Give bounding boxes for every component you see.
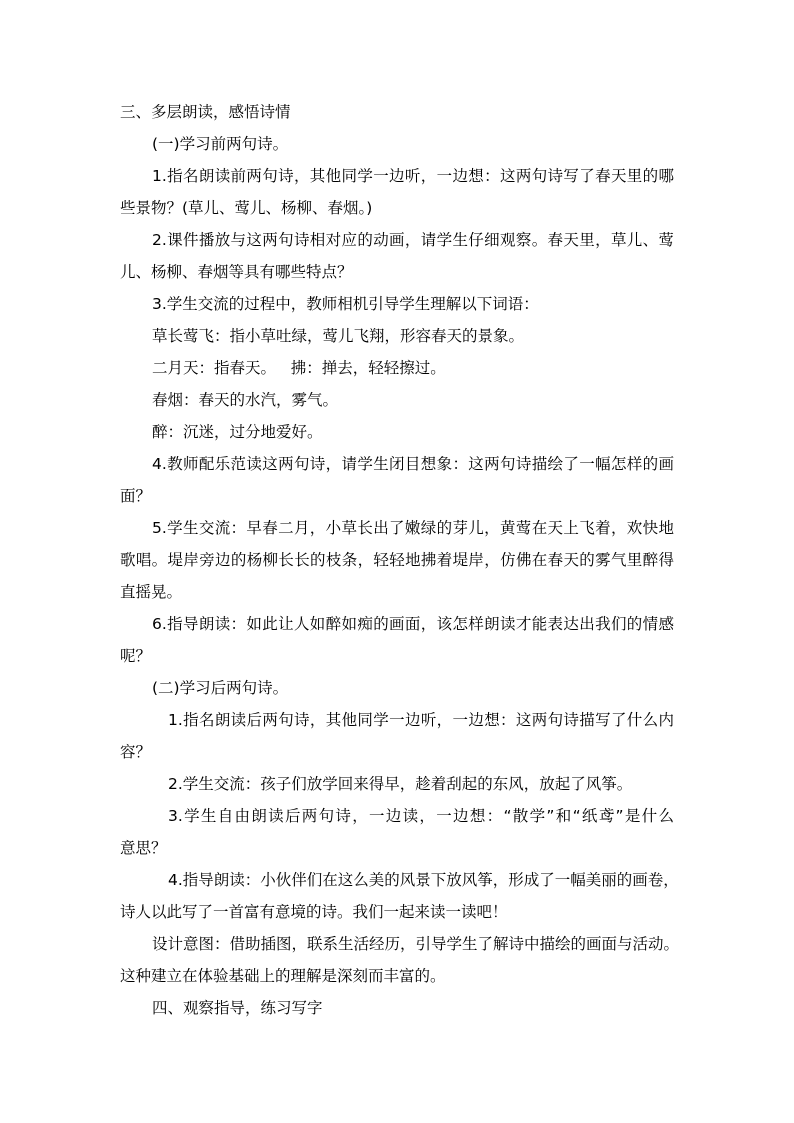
part-1-heading: (一)学习前两句诗。 — [152, 135, 289, 153]
question-3-line-2: 意思？ — [120, 839, 167, 857]
definition-chun-yan: 春烟：春天的水汽，雾气。 — [152, 391, 339, 409]
paragraph-1-line-2: 些景物？(草儿、莺儿、杨柳、春烟。) — [120, 199, 373, 217]
design-intent-line-1: 设计意图：借助插图，联系生活经历，引导学生了解诗中描绘的画面与活动。 — [152, 935, 680, 953]
section-3-heading: 三、多层朗读，感悟诗情 — [120, 103, 291, 121]
paragraph-4-line-2: 面？ — [120, 487, 152, 505]
paragraph-6-line-1: 6.指导朗读：如此让人如醉如痴的画面，该怎样朗读才能表达出我们的情感 — [152, 615, 674, 633]
question-3-line-1: 3.学生自由朗读后两句诗，一边读，一边想：“散学”和“纸鸢”是什么 — [168, 807, 674, 825]
section-4-heading: 四、观察指导，练习写字 — [152, 999, 323, 1017]
paragraph-2-line-2: 儿、杨柳、春烟等具有哪些特点？ — [120, 263, 353, 281]
paragraph-1-line-1: 1.指名朗读前两句诗，其他同学一边听，一边想：这两句诗写了春天里的哪 — [152, 167, 674, 185]
question-2-line-1: 2.学生交流：孩子们放学回来得早，趁着刮起的东风，放起了风筝。 — [168, 775, 633, 793]
paragraph-5-line-3: 直摇晃。 — [120, 583, 183, 601]
question-1-line-2: 容？ — [120, 743, 152, 761]
definition-cao-zhang-ying-fei: 草长莺飞：指小草吐绿，莺儿飞翔，形容春天的景象。 — [152, 327, 525, 345]
paragraph-6-line-2: 呢？ — [120, 647, 152, 665]
question-4-line-1: 4.指导朗读：小伙伴们在这么美的风景下放风筝，形成了一幅美丽的画卷， — [168, 871, 679, 889]
paragraph-3-line-1: 3.学生交流的过程中，教师相机引导学生理解以下词语： — [152, 295, 539, 313]
definition-zui: 醉：沉迷，过分地爱好。 — [152, 423, 323, 441]
paragraph-5-line-2: 歌唱。堤岸旁边的杨柳长长的枝条，轻轻地拂着堤岸，仿佛在春天的雾气里醉得 — [120, 551, 674, 569]
paragraph-2-line-1: 2.课件播放与这两句诗相对应的动画，请学生仔细观察。春天里，草儿、莺 — [152, 231, 674, 249]
question-1-line-1: 1.指名朗读后两句诗，其他同学一边听，一边想：这两句诗描写了什么内 — [168, 711, 674, 729]
part-2-heading: (二)学习后两句诗。 — [152, 679, 289, 697]
paragraph-4-line-1: 4.教师配乐范读这两句诗，请学生闭目想象：这两句诗描绘了一幅怎样的画 — [152, 455, 674, 473]
design-intent-line-2: 这种建立在体验基础上的理解是深刻而丰富的。 — [120, 967, 446, 985]
paragraph-5-line-1: 5.学生交流：早春二月，小草长出了嫩绿的芽儿，黄莺在天上飞着，欢快地 — [152, 519, 674, 537]
question-4-line-2: 诗人以此写了一首富有意境的诗。我们一起来读一读吧！ — [120, 903, 508, 921]
definition-er-yue-tian: 二月天：指春天。 拂：掸去，轻轻擦过。 — [152, 359, 446, 377]
